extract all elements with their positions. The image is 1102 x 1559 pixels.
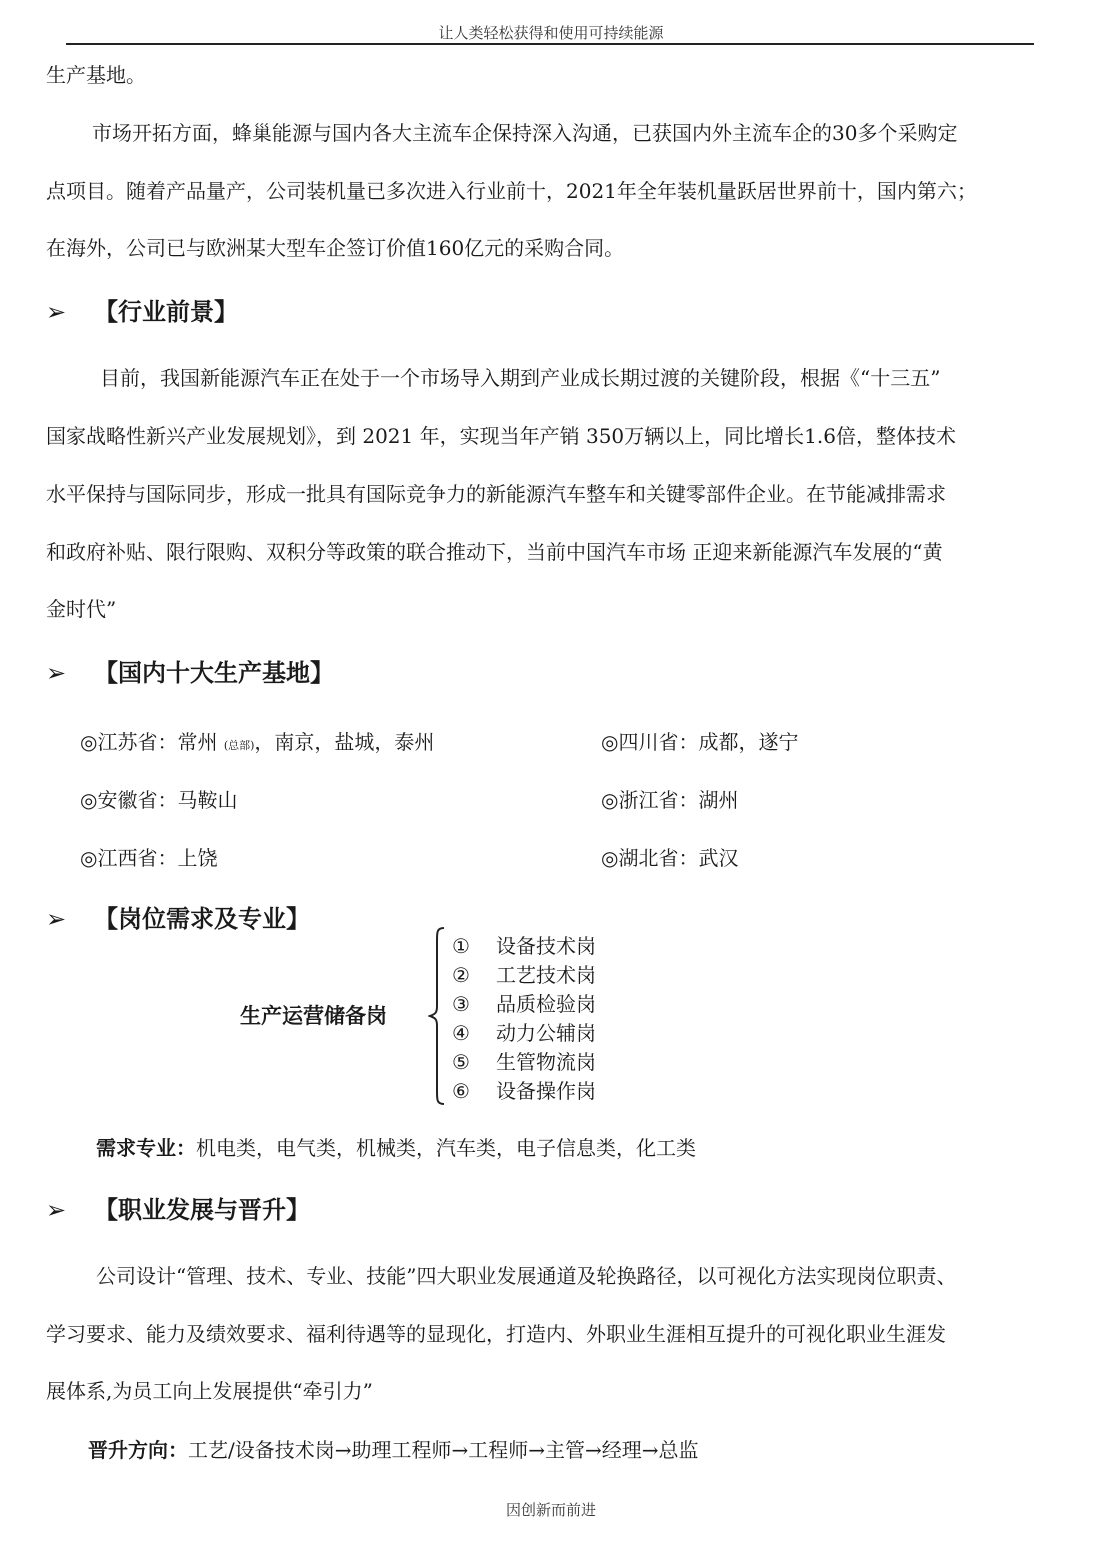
job-item	[452, 959, 596, 988]
job-item	[452, 988, 596, 1017]
arrow-bullet-icon: ➢	[46, 659, 67, 687]
career-line-3: 展体系,为员工向上发展提供“牵引力”	[46, 1379, 373, 1403]
job-number: ②	[452, 963, 470, 987]
job-item	[452, 1017, 596, 1046]
page-footer: 因创新而前进	[505, 1501, 596, 1519]
job-item	[452, 1046, 596, 1075]
career-line-2: 学习要求、能力及绩效要求、福利待遇等的显现化，打造内、外职业生涯相互提升的可视化职业生涯发	[46, 1322, 946, 1346]
base-item-sichuan: ◎四川省：成都，遂宁	[601, 730, 799, 754]
outlook-line-3: 水平保持与国际同步，形成一批具有国际竞争力的新能源汽车整车和关键零部件企业。在节能减排需求	[46, 482, 946, 506]
base-cities: ，南京，盐城，泰州	[254, 730, 435, 754]
bases-heading	[46, 653, 334, 688]
job-item	[452, 1075, 596, 1104]
bases-heading-text: 【国内十大生产基地】	[94, 659, 334, 687]
job-label: 动力公辅岗	[496, 1021, 596, 1045]
outlook-heading-text: 【行业前景】	[94, 298, 238, 326]
majors-label: 需求专业：	[96, 1136, 196, 1160]
job-label: 品质检验岗	[496, 992, 596, 1016]
outlook-line-1: 目前，我国新能源汽车正在处于一个市场导入期到产业成长期过渡的关键阶段，根据《“十三五”	[100, 366, 941, 390]
arrow-bullet-icon: ➢	[46, 298, 67, 326]
job-number: ⑥	[452, 1079, 470, 1103]
arrow-bullet-icon: ➢	[46, 905, 67, 933]
header-divider	[66, 43, 1034, 45]
job-label: 设备技术岗	[496, 934, 596, 958]
job-item	[452, 930, 596, 959]
outlook-line-5: 金时代”	[46, 597, 117, 621]
outlook-line-2: 国家战略性新兴产业发展规划》，到 2021 年，实现当年产销 350万辆以上，同比增长1.6倍，整体技术	[46, 424, 956, 448]
market-line-2: 点项目。随着产品量产，公司装机量已多次进入行业前十，2021年全年装机量跃居世界前十，国内第六；	[46, 179, 977, 203]
majors-value: 机电类，电气类，机械类，汽车类，电子信息类，化工类	[196, 1136, 696, 1160]
career-line-1: 公司设计“管理、技术、专业、技能”四大职业发展通道及轮换路径，以可视化方法实现岗位职责、	[96, 1264, 957, 1288]
promotion-line	[88, 1434, 699, 1463]
career-heading-text: 【职业发展与晋升】	[94, 1196, 310, 1224]
base-province: ◎江苏省：常州	[80, 730, 224, 754]
job-number: ①	[452, 934, 470, 958]
jobs-heading-text: 【岗位需求及专业】	[94, 905, 310, 933]
arrow-bullet-icon: ➢	[46, 1196, 67, 1224]
promotion-label: 晋升方向：	[88, 1438, 188, 1462]
majors-line	[96, 1132, 696, 1161]
job-label: 设备操作岗	[496, 1079, 596, 1103]
base-item-jiangxi: ◎江西省：上饶	[80, 846, 218, 870]
job-number: ④	[452, 1021, 470, 1045]
base-note: (总部)	[223, 739, 255, 752]
market-line-1: 市场开拓方面，蜂巢能源与国内各大主流车企保持深入沟通，已获国内外主流车企的30多个采购定	[92, 121, 958, 145]
base-item-anhui: ◎安徽省：马鞍山	[80, 788, 238, 812]
base-item-jiangsu	[80, 726, 434, 755]
market-line-3: 在海外，公司已与欧洲某大型车企签订价值160亿元的采购合同。	[46, 236, 625, 260]
jobs-heading	[46, 899, 310, 934]
outlook-heading	[46, 292, 238, 327]
base-item-hubei: ◎湖北省：武汉	[601, 846, 739, 870]
job-label: 生管物流岗	[496, 1050, 596, 1074]
promotion-value: 工艺/设备技术岗→助理工程师→工程师→主管→经理→总监	[188, 1438, 699, 1462]
job-label: 工艺技术岗	[496, 963, 596, 987]
job-group-label: 生产运营储备岗	[240, 1004, 387, 1028]
job-number: ③	[452, 992, 470, 1016]
page-header: 让人类轻松获得和使用可持续能源	[438, 24, 664, 42]
job-number: ⑤	[452, 1050, 470, 1074]
intro-line: 生产基地。	[46, 63, 146, 87]
career-heading	[46, 1190, 310, 1225]
base-item-zhejiang: ◎浙江省：湖州	[601, 788, 739, 812]
outlook-line-4: 和政府补贴、限行限购、双积分等政策的联合推动下，当前中国汽车市场 正迎来新能源汽车发展的“黄	[46, 540, 943, 564]
brace-icon	[428, 926, 448, 1108]
